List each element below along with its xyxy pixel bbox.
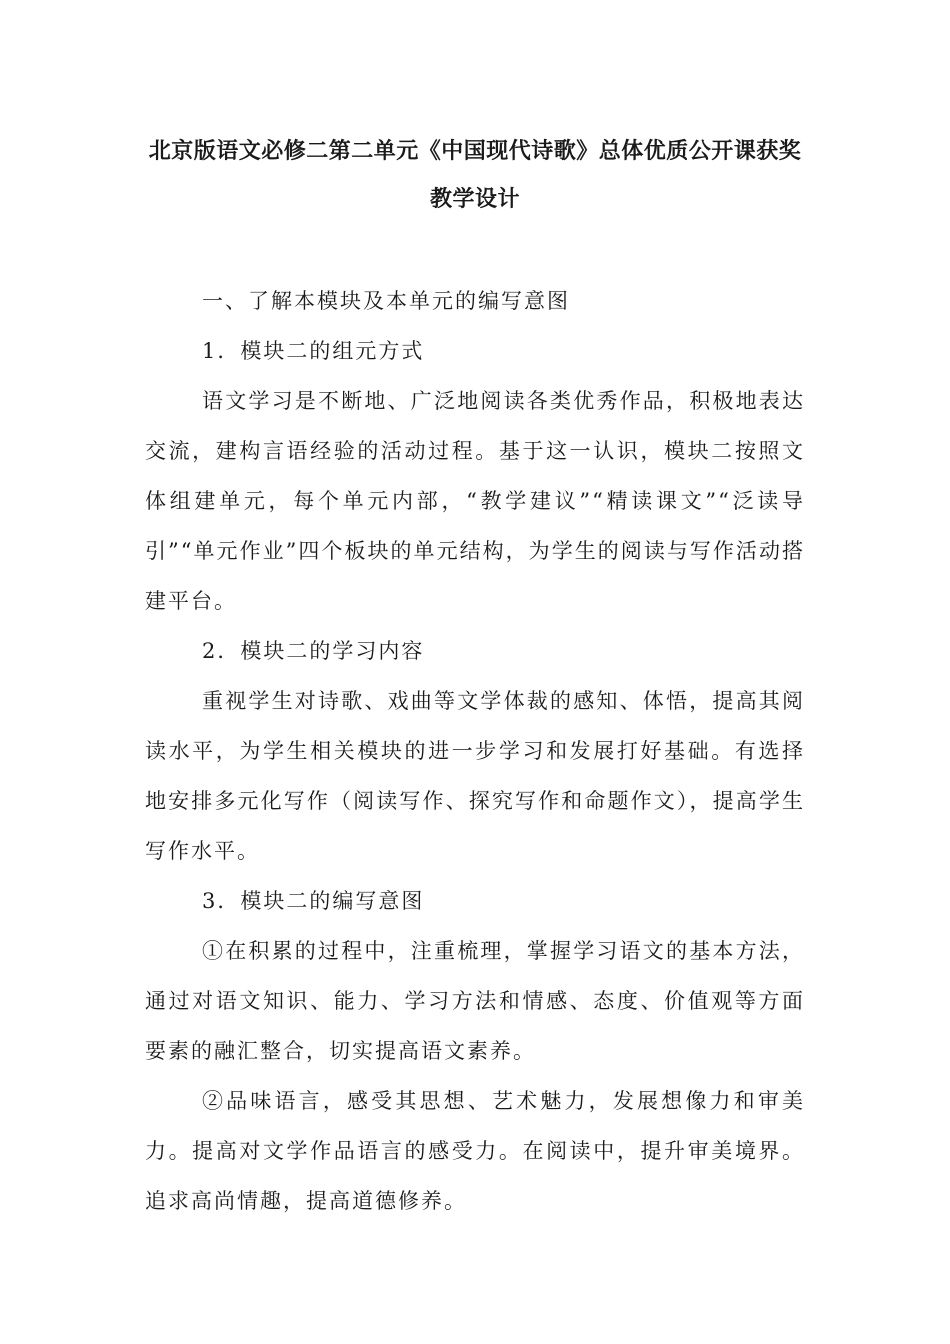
section-1-2-heading: 2．模块二的学习内容 [202,639,425,663]
section-1-3-heading: 3．模块二的编写意图 [202,889,425,913]
section-1-2-paragraph: 重视学生对诗歌、戏曲等文学体裁的感知、体悟，提高其阅读水平，为学生相关模块的进一步学习和发展打好基础。有选择地安排多元化写作（阅读写作、探究写作和命题作文），提高学生写作水平。 [145,689,805,863]
document-title-line-1: 北京版语文必修二第二单元《中国现代诗歌》总体优质公开课获奖 [148,139,802,164]
section-1-heading: 一、了解本模块及本单元的编写意图 [202,289,570,313]
section-1-3-paragraph-1: ①在积累的过程中，注重梳理，掌握学习语文的基本方法，通过对语文知识、能力、学习方法和情感、态度、价值观等方面要素的融汇整合，切实提高语文素养。 [145,939,805,1063]
document-title-line-2: 教学设计 [429,187,520,212]
section-1-1-heading: 1．模块二的组元方式 [202,339,425,363]
section-1-1-paragraph: 语文学习是不断地、广泛地阅读各类优秀作品，积极地表达交流，建构言语经验的活动过程。基于这一认识，模块二按照文体组建单元，每个单元内部，“教学建议”“精读课文”“泛读导引”“单元作业”四个板块的单元结构，为学生的阅读与写作活动搭建平台。 [145,389,805,613]
section-1-3-paragraph-2: ②品味语言，感受其思想、艺术魅力，发展想像力和审美力。提高对文学作品语言的感受力。在阅读中，提升审美境界。追求高尚情趣，提高道德修养。 [145,1089,805,1213]
